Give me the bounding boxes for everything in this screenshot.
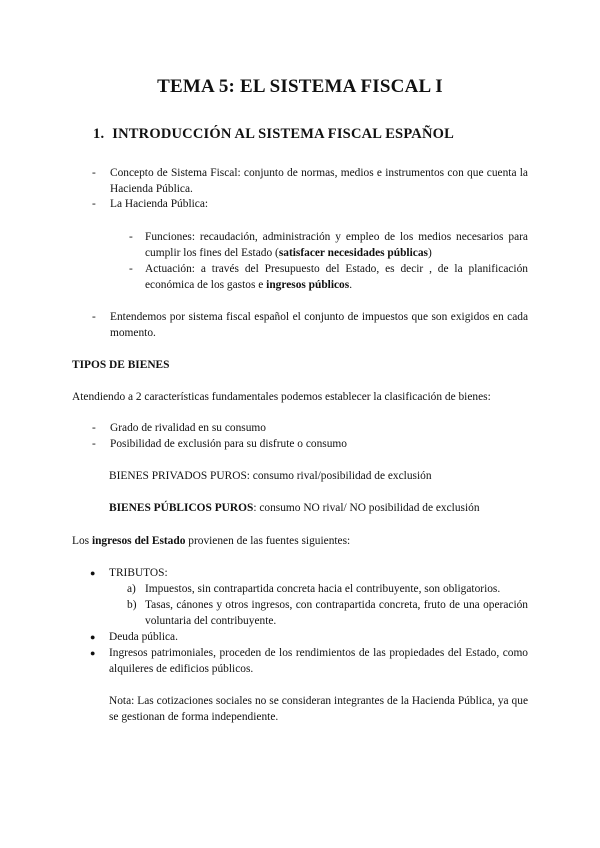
list-item-concepto: Concepto de Sistema Fiscal: conjunto de normas, medios e instrumentos con que cuenta la Hacienda Pública. [110,167,528,195]
actuacion-emphasis: ingresos públicos [266,278,350,291]
list-item-funciones: Funciones: recaudación, administración y empleo de los medios necesarios para cumplir los fines del Estado (satisfacer necesidades públicas) [145,231,528,259]
bienes-privados: BIENES PRIVADOS PUROS: consumo rival/posibilidad de exclusión [109,470,432,482]
dash-marker: - [92,422,96,434]
dash-marker: - [129,231,133,243]
tipos-heading: TIPOS DE BIENES [72,359,170,371]
document-title: TEMA 5: EL SISTEMA FISCAL I [157,76,443,97]
sub-marker: a) [127,583,136,595]
dash-marker: - [129,263,133,275]
list-item-exclusion: Posibilidad de exclusión para su disfrute o consumo [110,438,347,450]
list-item-deuda: Deuda pública. [109,631,178,643]
tipos-intro: Atendiendo a 2 características fundamentales podemos establecer la clasificación de bienes: [72,391,491,403]
bullet-marker: ● [90,568,96,578]
nota: Nota: Las cotizaciones sociales no se consideran integrantes de la Hacienda Pública, ya que se gestionan de forma independiente. [109,695,528,723]
list-item-tributos: TRIBUTOS: [109,567,168,579]
list-item-rivalidad: Grado de rivalidad en su consumo [110,422,266,434]
dash-marker: - [92,167,96,179]
list-item-hacienda: La Hacienda Pública: [110,198,209,210]
bullet-marker: ● [90,648,96,658]
list-item-sistema-fiscal: Entendemos por sistema fiscal español el conjunto de impuestos que son exigidos en cada momento. [110,311,528,339]
list-item-tasas: Tasas, cánones y otros ingresos, con contrapartida concreta, fruto de una operación voluntaria del contribuyente. [145,599,528,627]
ingresos-intro: Los ingresos del Estado provienen de las fuentes siguientes: [72,535,351,547]
dash-marker: - [92,311,96,323]
sub-marker: b) [127,599,137,611]
bullet-marker: ● [90,632,96,642]
funciones-emphasis: satisfacer necesidades públicas [278,246,428,259]
list-item-patrimoniales: Ingresos patrimoniales, proceden de los rendimientos de las propiedades del Estado, como alquileres de edificios públicos. [109,647,528,675]
list-item-impuestos: Impuestos, sin contrapartida concreta hacia el contribuyente, son obligatorios. [145,583,501,595]
dash-marker: - [92,198,96,210]
section-heading [93,126,454,143]
dash-marker: - [92,438,96,450]
list-item-actuacion: Actuación: a través del Presupuesto del Estado, es decir , de la planificación económica de los gastos e ingresos públicos. [145,263,528,291]
section-number: 1. [93,126,105,142]
bienes-publicos: BIENES PÚBLICOS PUROS: consumo NO rival/ NO posibilidad de exclusión [109,502,480,514]
section-title-text: INTRODUCCIÓN AL SISTEMA FISCAL ESPAÑOL [112,126,454,142]
